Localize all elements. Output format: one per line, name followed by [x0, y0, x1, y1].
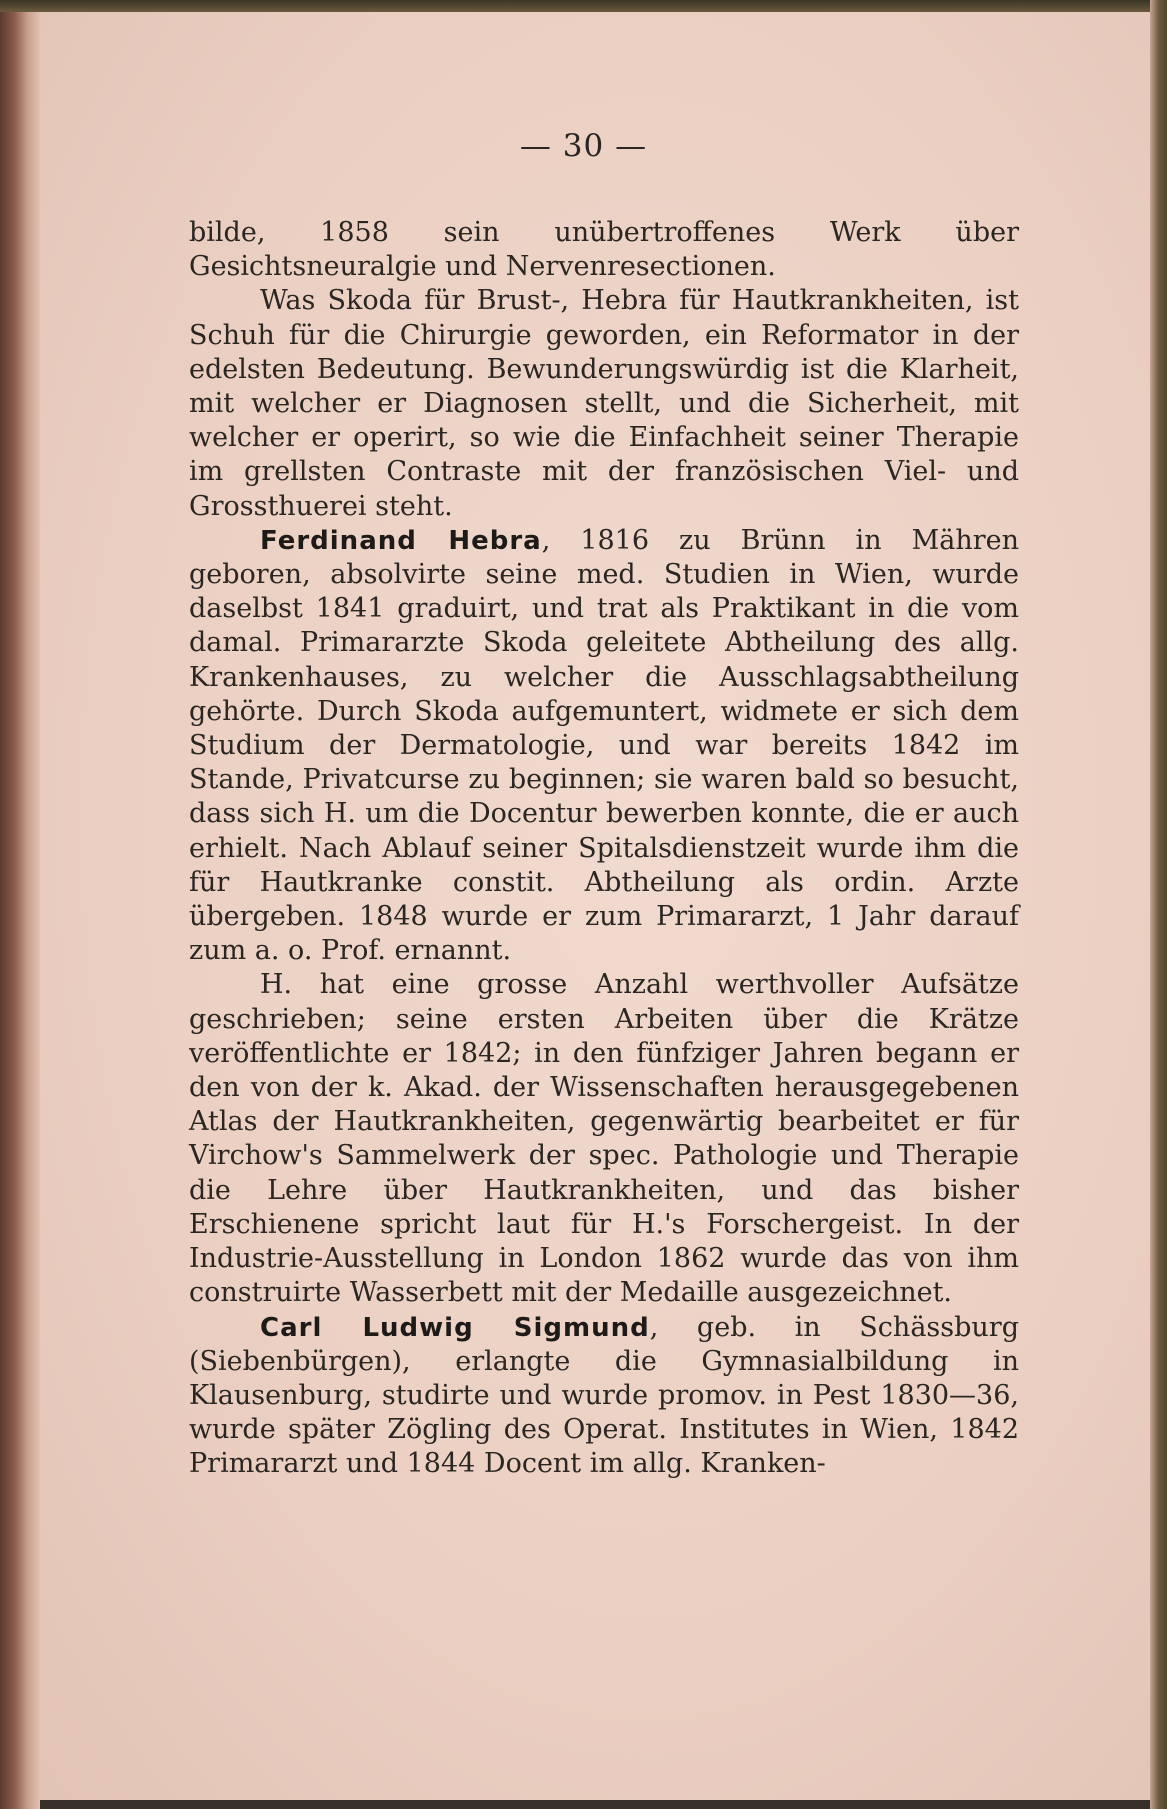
book-binding-edge	[0, 0, 40, 1809]
page-number: — 30 —	[519, 128, 648, 164]
paragraph-1	[189, 216, 1019, 284]
body-text	[189, 216, 1019, 1482]
paragraph-text: , 1816 zu Brünn in Mähren geboren, absolvirte seine med. Studien in Wien, wurde daselbst 1841 graduirt, und trat als Praktikant in die vom damal. Primararzte Skoda geleitete Abtheilung des allg. Krankenhauses, zu welcher die Ausschlagsabtheilung gehörte. Durch Skoda aufgemuntert, widmete er sich dem Studium der Dermatologie, und war bereits 1842 im Stande, Privatcurse zu beginnen; sie waren bald so besucht, dass sich H. um die Docentur bewerben konnte, die er auch erhielt. Nach Ablauf seiner Spitalsdienstzeit wurde ihm die für Hautkranke constit. Abtheilung als ordin. Arzte übergeben. 1848 wurde er zum Primararzt, 1 Jahr darauf zum a. o. Prof. ernannt.	[189, 524, 1019, 967]
person-name-hebra: Ferdinand Hebra	[260, 525, 542, 556]
paragraph-hebra	[189, 524, 1019, 969]
paragraph-4	[189, 968, 1019, 1310]
person-name-sigmund: Carl Ludwig Sigmund	[260, 1312, 650, 1343]
paragraph-text: bilde, 1858 sein unübertroffenes Werk über Gesichtsneuralgie und Nervenresectionen.	[189, 217, 1019, 283]
paragraph-text: H. hat eine grosse Anzahl werthvoller Aufsätze geschrieben; seine ersten Arbeiten über die Krätze veröffentlichte er 1842; in den fünfziger Jahren begann er den von der k. Akad. der Wissenschaften herausgegebenen Atlas der Hautkrankheiten, gegenwärtig bearbeitet er für Virchow's Sammelwerk der spec. Pathologie und Therapie die Lehre über Hautkrankheiten, und das bisher Erschienene spricht laut für H.'s Forschergeist. In der Industrie-Ausstellung in London 1862 wurde das von ihm construirte Wasserbett mit der Medaille ausgezeichnet.	[189, 969, 1019, 1309]
book-top-edge	[0, 0, 1167, 12]
paragraph-text: , geb. in Schässburg (Siebenbürgen), erlangte die Gymnasialbildung in Klausenburg, studirte und wurde promov. in Pest 1830—36, wurde später Zögling des Operat. Institutes in Wien, 1842 Primararzt und 1844 Docent im allg. Kranken-	[189, 1311, 1019, 1480]
paragraph-text: Was Skoda für Brust-, Hebra für Hautkrankheiten, ist Schuh für die Chirurgie geworden, ein Reformator in der edelsten Bedeutung. Bewunderungswürdig ist die Klarheit, mit welcher er Diagnosen stellt, und die Sicherheit, mit welcher er operirt, so wie die Einfachheit seiner Therapie im grellsten Contraste mit der französischen Viel- und Grossthuerei steht.	[189, 285, 1019, 522]
paragraph-2	[189, 284, 1019, 523]
book-right-edge	[1150, 0, 1167, 1809]
paragraph-sigmund	[189, 1311, 1019, 1482]
